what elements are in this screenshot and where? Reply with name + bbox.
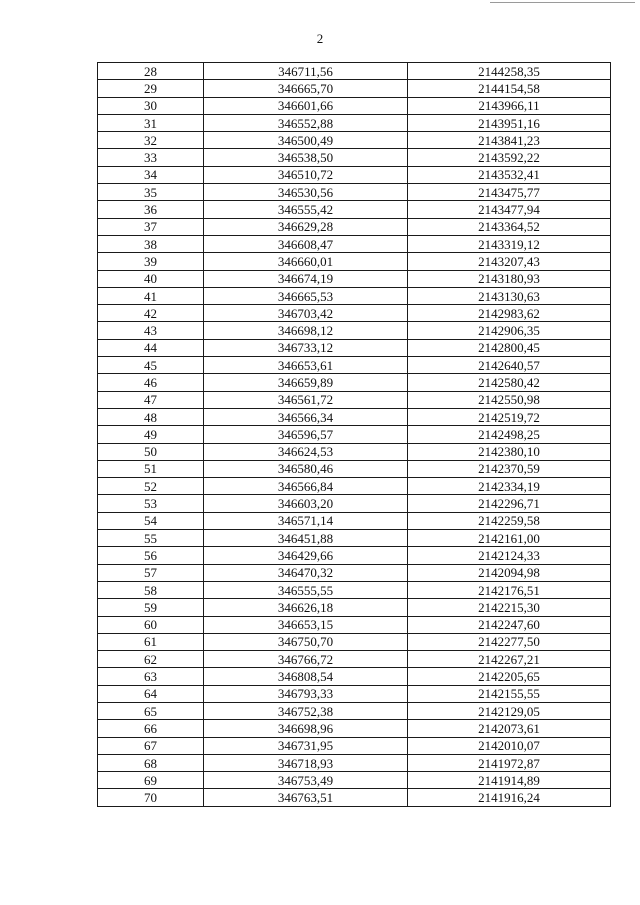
point-number-cell: 44: [98, 339, 204, 356]
table-row: [98, 97, 611, 114]
table-row: [98, 754, 611, 771]
x-coordinate-cell: 346429,66: [204, 547, 408, 564]
y-coordinate-cell: 2143180,93: [408, 270, 611, 287]
x-coordinate-cell: 346665,70: [204, 80, 408, 97]
y-coordinate-cell: 2142640,57: [408, 357, 611, 374]
y-coordinate-cell: 2144258,35: [408, 63, 611, 80]
point-number-cell: 40: [98, 270, 204, 287]
y-coordinate-cell: 2142205,65: [408, 668, 611, 685]
table-row: [98, 287, 611, 304]
x-coordinate-cell: 346603,20: [204, 495, 408, 512]
x-coordinate-cell: 346608,47: [204, 235, 408, 252]
table-row: [98, 63, 611, 80]
table-row: [98, 322, 611, 339]
x-coordinate-cell: 346451,88: [204, 530, 408, 547]
table-row: [98, 149, 611, 166]
y-coordinate-cell: 2143477,94: [408, 201, 611, 218]
table-row: [98, 132, 611, 149]
y-coordinate-cell: 2142906,35: [408, 322, 611, 339]
x-coordinate-cell: 346624,53: [204, 443, 408, 460]
x-coordinate-cell: 346731,95: [204, 737, 408, 754]
y-coordinate-cell: 2143364,52: [408, 218, 611, 235]
x-coordinate-cell: 346653,61: [204, 357, 408, 374]
point-number-cell: 57: [98, 564, 204, 581]
y-coordinate-cell: 2143592,22: [408, 149, 611, 166]
point-number-cell: 29: [98, 80, 204, 97]
y-coordinate-cell: 2142094,98: [408, 564, 611, 581]
x-coordinate-cell: 346571,14: [204, 512, 408, 529]
point-number-cell: 69: [98, 772, 204, 789]
y-coordinate-cell: 2142296,71: [408, 495, 611, 512]
point-number-cell: 31: [98, 114, 204, 131]
table-row: [98, 80, 611, 97]
table-row: [98, 270, 611, 287]
table-row: [98, 235, 611, 252]
top-rule: [490, 2, 635, 3]
point-number-cell: 52: [98, 478, 204, 495]
y-coordinate-cell: 2142380,10: [408, 443, 611, 460]
x-coordinate-cell: 346555,55: [204, 581, 408, 598]
y-coordinate-cell: 2143207,43: [408, 253, 611, 270]
table-row: [98, 633, 611, 650]
point-number-cell: 54: [98, 512, 204, 529]
table-row: [98, 616, 611, 633]
y-coordinate-cell: 2143966,11: [408, 97, 611, 114]
x-coordinate-cell: 346601,66: [204, 97, 408, 114]
y-coordinate-cell: 2142277,50: [408, 633, 611, 650]
y-coordinate-cell: 2142161,00: [408, 530, 611, 547]
point-number-cell: 51: [98, 460, 204, 477]
x-coordinate-cell: 346555,42: [204, 201, 408, 218]
table-row: [98, 547, 611, 564]
x-coordinate-cell: 346808,54: [204, 668, 408, 685]
y-coordinate-cell: 2142010,07: [408, 737, 611, 754]
table-row: [98, 218, 611, 235]
point-number-cell: 48: [98, 408, 204, 425]
y-coordinate-cell: 2142800,45: [408, 339, 611, 356]
x-coordinate-cell: 346653,15: [204, 616, 408, 633]
x-coordinate-cell: 346753,49: [204, 772, 408, 789]
x-coordinate-cell: 346530,56: [204, 184, 408, 201]
x-coordinate-cell: 346793,33: [204, 685, 408, 702]
point-number-cell: 50: [98, 443, 204, 460]
point-number-cell: 68: [98, 754, 204, 771]
y-coordinate-cell: 2142176,51: [408, 581, 611, 598]
x-coordinate-cell: 346596,57: [204, 426, 408, 443]
point-number-cell: 70: [98, 789, 204, 806]
point-number-cell: 35: [98, 184, 204, 201]
y-coordinate-cell: 2141916,24: [408, 789, 611, 806]
coordinates-table: [97, 62, 611, 807]
y-coordinate-cell: 2144154,58: [408, 80, 611, 97]
table-row: [98, 789, 611, 806]
y-coordinate-cell: 2143951,16: [408, 114, 611, 131]
y-coordinate-cell: 2142334,19: [408, 478, 611, 495]
table-row: [98, 581, 611, 598]
table-row: [98, 651, 611, 668]
x-coordinate-cell: 346629,28: [204, 218, 408, 235]
table-row: [98, 460, 611, 477]
x-coordinate-cell: 346561,72: [204, 391, 408, 408]
x-coordinate-cell: 346698,12: [204, 322, 408, 339]
table-row: [98, 391, 611, 408]
table-row: [98, 495, 611, 512]
point-number-cell: 43: [98, 322, 204, 339]
table-row: [98, 184, 611, 201]
point-number-cell: 41: [98, 287, 204, 304]
y-coordinate-cell: 2142370,59: [408, 460, 611, 477]
x-coordinate-cell: 346470,32: [204, 564, 408, 581]
table-row: [98, 443, 611, 460]
x-coordinate-cell: 346538,50: [204, 149, 408, 166]
y-coordinate-cell: 2143841,23: [408, 132, 611, 149]
point-number-cell: 34: [98, 166, 204, 183]
x-coordinate-cell: 346626,18: [204, 599, 408, 616]
table-row: [98, 772, 611, 789]
point-number-cell: 37: [98, 218, 204, 235]
point-number-cell: 46: [98, 374, 204, 391]
x-coordinate-cell: 346580,46: [204, 460, 408, 477]
point-number-cell: 64: [98, 685, 204, 702]
x-coordinate-cell: 346718,93: [204, 754, 408, 771]
y-coordinate-cell: 2142155,55: [408, 685, 611, 702]
point-number-cell: 56: [98, 547, 204, 564]
point-number-cell: 65: [98, 702, 204, 719]
x-coordinate-cell: 346510,72: [204, 166, 408, 183]
point-number-cell: 60: [98, 616, 204, 633]
x-coordinate-cell: 346566,34: [204, 408, 408, 425]
table-row: [98, 166, 611, 183]
x-coordinate-cell: 346711,56: [204, 63, 408, 80]
y-coordinate-cell: 2142983,62: [408, 305, 611, 322]
y-coordinate-cell: 2142519,72: [408, 408, 611, 425]
point-number-cell: 30: [98, 97, 204, 114]
y-coordinate-cell: 2142267,21: [408, 651, 611, 668]
x-coordinate-cell: 346566,84: [204, 478, 408, 495]
x-coordinate-cell: 346659,89: [204, 374, 408, 391]
table-row: [98, 702, 611, 719]
table-row: [98, 599, 611, 616]
point-number-cell: 32: [98, 132, 204, 149]
point-number-cell: 62: [98, 651, 204, 668]
table-row: [98, 737, 611, 754]
table-row: [98, 530, 611, 547]
table-row: [98, 720, 611, 737]
x-coordinate-cell: 346500,49: [204, 132, 408, 149]
table-row: [98, 374, 611, 391]
x-coordinate-cell: 346674,19: [204, 270, 408, 287]
point-number-cell: 55: [98, 530, 204, 547]
y-coordinate-cell: 2142550,98: [408, 391, 611, 408]
table-row: [98, 478, 611, 495]
point-number-cell: 61: [98, 633, 204, 650]
y-coordinate-cell: 2142129,05: [408, 702, 611, 719]
y-coordinate-cell: 2142215,30: [408, 599, 611, 616]
table-row: [98, 114, 611, 131]
point-number-cell: 47: [98, 391, 204, 408]
y-coordinate-cell: 2143532,41: [408, 166, 611, 183]
point-number-cell: 42: [98, 305, 204, 322]
point-number-cell: 28: [98, 63, 204, 80]
table-row: [98, 253, 611, 270]
y-coordinate-cell: 2142073,61: [408, 720, 611, 737]
point-number-cell: 49: [98, 426, 204, 443]
point-number-cell: 36: [98, 201, 204, 218]
table-row: [98, 426, 611, 443]
point-number-cell: 45: [98, 357, 204, 374]
x-coordinate-cell: 346766,72: [204, 651, 408, 668]
point-number-cell: 63: [98, 668, 204, 685]
table-row: [98, 357, 611, 374]
x-coordinate-cell: 346665,53: [204, 287, 408, 304]
point-number-cell: 53: [98, 495, 204, 512]
coordinates-table-body: [98, 63, 611, 807]
y-coordinate-cell: 2143130,63: [408, 287, 611, 304]
page-number: 2: [316, 31, 324, 46]
point-number-cell: 39: [98, 253, 204, 270]
table-row: [98, 564, 611, 581]
y-coordinate-cell: 2143475,77: [408, 184, 611, 201]
point-number-cell: 67: [98, 737, 204, 754]
y-coordinate-cell: 2142259,58: [408, 512, 611, 529]
x-coordinate-cell: 346752,38: [204, 702, 408, 719]
y-coordinate-cell: 2142247,60: [408, 616, 611, 633]
x-coordinate-cell: 346733,12: [204, 339, 408, 356]
x-coordinate-cell: 346552,88: [204, 114, 408, 131]
table-row: [98, 305, 611, 322]
table-row: [98, 685, 611, 702]
point-number-cell: 33: [98, 149, 204, 166]
table-row: [98, 668, 611, 685]
point-number-cell: 66: [98, 720, 204, 737]
x-coordinate-cell: 346703,42: [204, 305, 408, 322]
y-coordinate-cell: 2142498,25: [408, 426, 611, 443]
table-row: [98, 512, 611, 529]
table-row: [98, 408, 611, 425]
table-row: [98, 339, 611, 356]
y-coordinate-cell: 2142580,42: [408, 374, 611, 391]
x-coordinate-cell: 346750,70: [204, 633, 408, 650]
y-coordinate-cell: 2143319,12: [408, 235, 611, 252]
y-coordinate-cell: 2141914,89: [408, 772, 611, 789]
y-coordinate-cell: 2142124,33: [408, 547, 611, 564]
x-coordinate-cell: 346660,01: [204, 253, 408, 270]
point-number-cell: 59: [98, 599, 204, 616]
point-number-cell: 58: [98, 581, 204, 598]
x-coordinate-cell: 346763,51: [204, 789, 408, 806]
table-row: [98, 201, 611, 218]
x-coordinate-cell: 346698,96: [204, 720, 408, 737]
y-coordinate-cell: 2141972,87: [408, 754, 611, 771]
point-number-cell: 38: [98, 235, 204, 252]
